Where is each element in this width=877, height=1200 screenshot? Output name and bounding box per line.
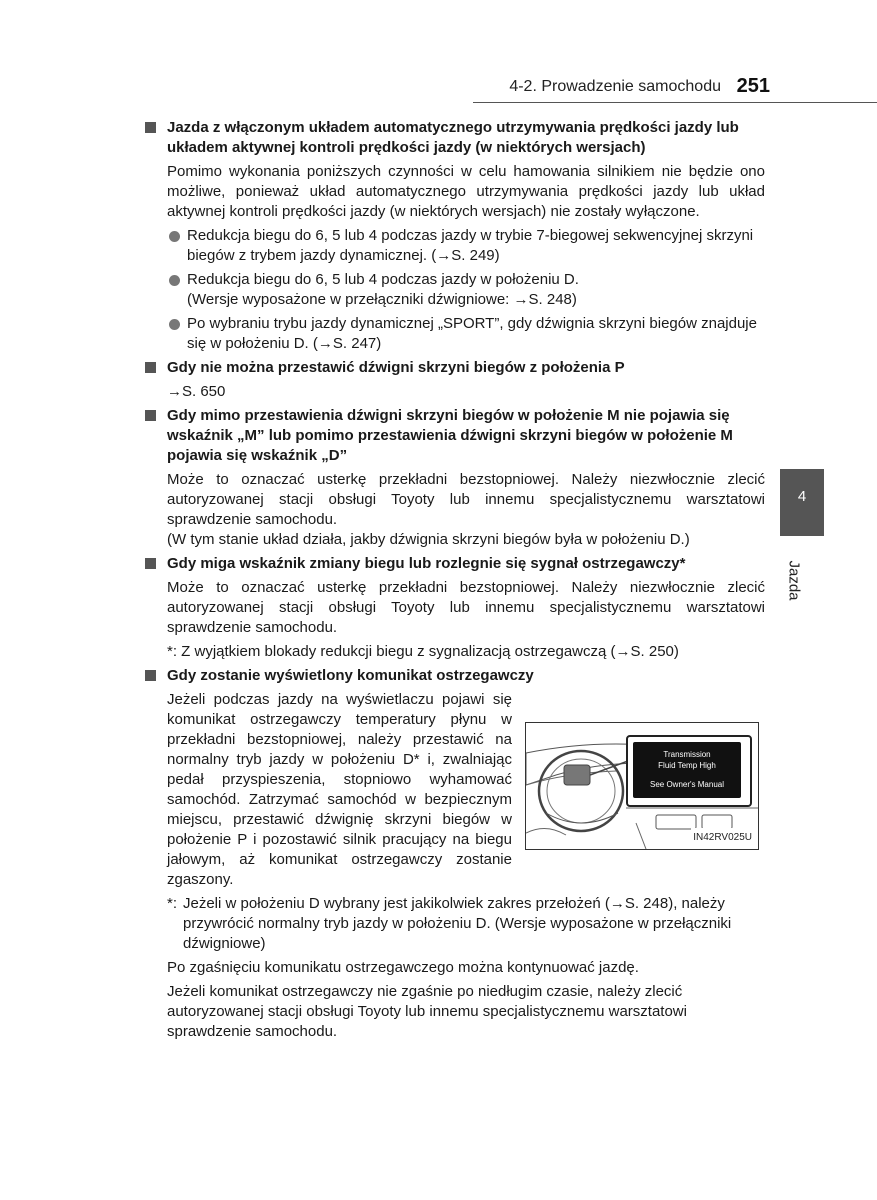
paragraph: Jeżeli komunikat ostrzegawczy nie zgaśnie po niedługim czasie, należy zlecić autoryzowanej stacji obsługi Toyoty lub innemu specjalistycznemu warsztatowi sprawdzenie samochodu. bbox=[167, 983, 687, 1040]
square-bullet-icon bbox=[145, 122, 156, 133]
heading-shift-indicator-flash: Gdy miga wskaźnik zmiany biegu lub rozlegnie się sygnał ostrzegawczy* bbox=[145, 554, 765, 574]
page-content bbox=[145, 118, 765, 1046]
dashboard-illustration bbox=[525, 722, 759, 850]
footnote: *: Z wyjątkiem blokady redukcji biegu z sygnalizacją ostrzegawczą (→S. 250) bbox=[167, 643, 679, 660]
section-title: 4-2. Prowadzenie samochodu bbox=[509, 78, 721, 95]
round-bullet-icon bbox=[169, 275, 180, 286]
round-bullet-icon bbox=[169, 319, 180, 330]
chapter-tab: 4 bbox=[780, 469, 824, 536]
square-bullet-icon bbox=[145, 558, 156, 569]
header-rule bbox=[473, 102, 877, 103]
multi-info-display bbox=[633, 742, 741, 798]
heading-warning-message: Gdy zostanie wyświetlony komunikat ostrzegawczy bbox=[145, 666, 765, 686]
paragraph: Pomimo wykonania poniższych czynności w celu hamowania silnikiem nie będzie ono możliwe, ponieważ układ automatycznego utrzymywania prędkości jazdy lub układ aktywnej kontroli prędkości jazdy (w niektórych wersjach) nie zostały wyłączone. bbox=[167, 163, 765, 220]
square-bullet-icon bbox=[145, 410, 156, 421]
heading-shift-lever-p: Gdy nie można przestawić dźwigni skrzyni biegów z położenia P bbox=[145, 358, 765, 378]
display-line: Fluid Temp High bbox=[658, 761, 716, 770]
square-bullet-icon bbox=[145, 362, 156, 373]
heading-m-indicator: Gdy mimo przestawienia dźwigni skrzyni biegów w położenie M nie pojawia się wskaźnik „M” lub pomimo przestawienia dźwigni skrzyni biegów w położenie M pojawia się wskaźnik „D” bbox=[145, 406, 765, 466]
paragraph: →S. 650 bbox=[167, 383, 226, 400]
page-number: 251 bbox=[736, 75, 770, 97]
display-line: See Owner's Manual bbox=[649, 780, 724, 789]
list-item: Redukcja biegu do 6, 5 lub 4 podczas jazdy w trybie 7-biegowej sekwencyjnej skrzyni biegów z trybem jazdy dynamicznej. (→S. 249) bbox=[145, 226, 765, 266]
paragraph: Może to oznaczać usterkę przekładni bezstopniowej. Należy niezwłocznie zlecić autoryzowanej stacji obsługi Toyoty lub innemu specjalistycznemu warsztatowi sprawdzenie samochodu. bbox=[167, 471, 765, 528]
round-bullet-icon bbox=[169, 231, 180, 242]
paragraph: (W tym stanie układ działa, jakby dźwignia skrzyni biegów była w położeniu D.) bbox=[167, 531, 690, 548]
square-bullet-icon bbox=[145, 670, 156, 681]
page-header bbox=[0, 75, 877, 101]
figure-code: IN42RV025U bbox=[691, 828, 754, 848]
list-item: Po wybraniu trybu jazdy dynamicznej „SPORT”, gdy dźwignia skrzyni biegów znajduje się w położeniu D. (→S. 247) bbox=[145, 314, 765, 354]
heading-cruise-control: Jazda z włączonym układem automatycznego utrzymywania prędkości jazdy lub układem aktywnej kontroli prędkości jazdy (w niektórych wersjach) bbox=[145, 118, 765, 158]
display-callout bbox=[626, 735, 752, 807]
display-line: Transmission bbox=[663, 750, 711, 759]
paragraph: Jeżeli podczas jazdy na wyświetlaczu pojawi się komunikat ostrzegawczy temperatury płynu w przekładni bezstopniowej, należy przestawić na normalny tryb jazdy w położeniu D* i, zwalniając pedał przyspieszenia, stopniowo wyhamować samochód. Zatrzymać samochód w bezpiecznym miejscu, przestawić dźwignię skrzyni biegów w położenie P i pozostawić silnik pracujący na biegu jałowym, aż komunikat ostrzegawczy zostanie zgaszony. bbox=[167, 691, 512, 888]
chapter-label: Jazda bbox=[785, 560, 803, 601]
figure-section bbox=[145, 690, 765, 890]
list-item: Redukcja biegu do 6, 5 lub 4 podczas jazdy w położeniu D. (Wersje wyposażone w przełączniki dźwigniowe: →S. 248) bbox=[145, 270, 765, 310]
paragraph: Może to oznaczać usterkę przekładni bezstopniowej. Należy niezwłocznie zlecić autoryzowanej stacji obsługi Toyoty lub innemu specjalistycznemu warsztatowi sprawdzenie samochodu. bbox=[167, 579, 765, 636]
paragraph: Po zgaśnięciu komunikatu ostrzegawczego można kontynuować jazdę. bbox=[167, 959, 639, 976]
footnote: *: Jeżeli w położeniu D wybrany jest jakikolwiek zakres przełożeń (→S. 248), należy przywrócić normalny tryb jazdy w położeniu D. (Wersje wyposażone w przełączniki dźwigniowe) bbox=[167, 895, 732, 952]
